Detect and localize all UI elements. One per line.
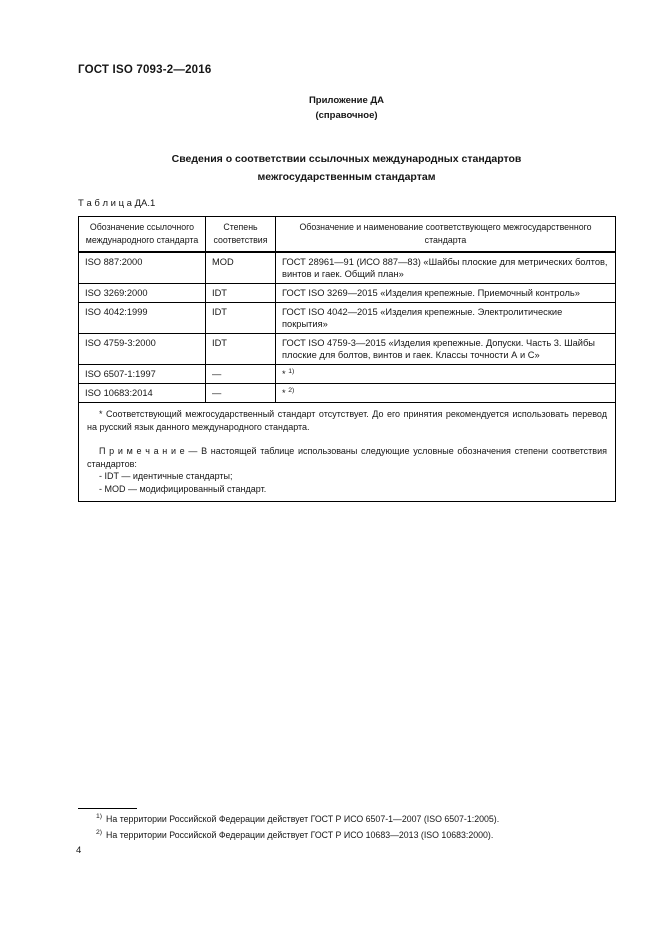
note-label: П р и м е ч а н и е <box>99 446 185 456</box>
cell-degree: — <box>206 384 276 403</box>
table-note-row <box>79 403 616 502</box>
note-text: — В настоящей таблице использованы следующие условные обозначения степени соответствия стандартов: <box>87 446 607 469</box>
cell-degree: IDT <box>206 334 276 365</box>
footnote-2-mark: 2) <box>96 828 103 836</box>
annex-title: Приложение ДА <box>308 95 385 106</box>
cell-ref: ISO 4042:1999 <box>79 303 206 334</box>
cell-ref: ISO 10683:2014 <box>79 384 206 403</box>
header-match-standard: Обозначение и наименование соответствующего межгосударственного стандарта <box>276 217 616 253</box>
page-number: 4 <box>76 845 82 856</box>
header-ref-standard: Обозначение ссылочного международного стандарта <box>79 217 206 253</box>
cell-degree: IDT <box>206 303 276 334</box>
cell-degree: MOD <box>206 252 276 284</box>
footnote-divider <box>78 808 137 809</box>
cell-ref: ISO 3269:2000 <box>79 284 206 303</box>
page-title <box>78 151 615 186</box>
cell-match-footnote <box>276 384 616 403</box>
header-degree: Степень соответствия <box>206 217 276 253</box>
footnote-1 <box>96 812 499 828</box>
cell-degree: — <box>206 365 276 384</box>
table-row <box>79 365 616 384</box>
annex-heading <box>78 93 615 123</box>
page-title-line2: межгосударственным стандартам <box>257 170 436 183</box>
note-paragraph <box>87 445 607 470</box>
doc-number: ГОСТ ISO 7093-2—2016 <box>78 64 212 76</box>
table-row <box>79 284 616 303</box>
cell-match: ГОСТ 28961—91 (ИСО 887—83) «Шайбы плоские для метрических болтов, винтов и гаек. Общий план» <box>276 252 616 284</box>
table-row <box>79 252 616 284</box>
cell-ref: ISO 6507-1:1997 <box>79 365 206 384</box>
footnote-sup-mark: 2) <box>288 386 295 394</box>
footnote-2 <box>96 828 499 844</box>
note-item-idt: - IDT — идентичные стандарты; <box>99 471 233 481</box>
table-note-cell <box>79 403 616 502</box>
table-row <box>79 334 616 365</box>
asterisk-mark: * <box>282 369 286 379</box>
table-row <box>79 384 616 403</box>
footnote-2-text: На территории Российской Федерации действует ГОСТ Р ИСО 10683—2013 (ISO 10683:2000). <box>106 829 494 840</box>
footnote-1-mark: 1) <box>96 813 103 821</box>
cell-ref: ISO 887:2000 <box>79 252 206 284</box>
footnote-1-text: На территории Российской Федерации действует ГОСТ Р ИСО 6507-1—2007 (ISO 6507-1:2005). <box>106 814 500 824</box>
page-footnotes <box>96 812 499 843</box>
note-item-mod: - MOD — модифицированный стандарт. <box>99 483 267 494</box>
table-row <box>79 303 616 334</box>
cell-match: ГОСТ ISO 4759-3—2015 «Изделия крепежные. Допуски. Часть 3. Шайбы плоские для болтов, винтов и гаек. Классы точности А и С» <box>276 334 616 365</box>
table-header-row <box>79 217 616 253</box>
table-label: Т а б л и ц а ДА.1 <box>78 198 156 209</box>
cell-match-footnote <box>276 365 616 384</box>
correspondence-table <box>78 216 616 502</box>
footnote-sup-mark: 1) <box>288 367 295 375</box>
cell-ref: ISO 4759-3:2000 <box>79 334 206 365</box>
star-note: * Соответствующий межгосударственный стандарт отсутствует. До его принятия рекомендуется использовать перевод на русский язык данного международного стандарта. <box>87 409 607 432</box>
page-title-line1: Сведения о соответствии ссылочных международных стандартов <box>171 153 522 165</box>
annex-subtitle: (справочное) <box>315 110 378 121</box>
asterisk-mark: * <box>282 388 286 398</box>
cell-degree: IDT <box>206 284 276 303</box>
cell-match: ГОСТ ISO 4042—2015 «Изделия крепежные. Электролитические покрытия» <box>276 303 616 334</box>
cell-match: ГОСТ ISO 3269—2015 «Изделия крепежные. Приемочный контроль» <box>276 284 616 303</box>
